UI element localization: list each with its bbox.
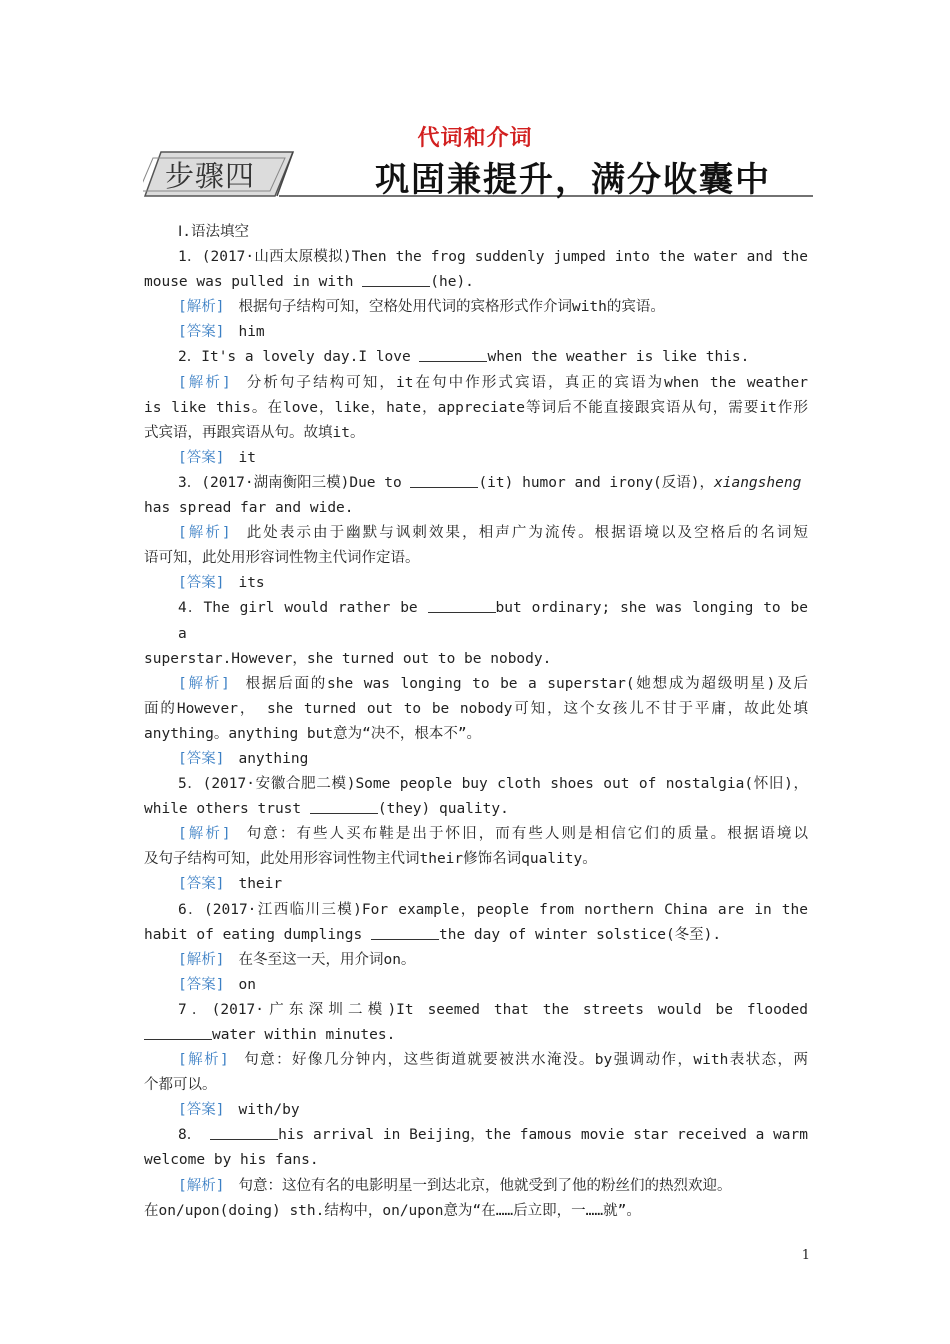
answer-6: [答案] on (178, 976, 256, 993)
answer-5: [答案] their (178, 876, 283, 893)
answer-7: [答案] with/by (178, 1102, 300, 1119)
answer-3: [答案] its (178, 575, 265, 592)
analysis-4: [解析] 根据后面的she was longing to be a superstar(她想成为超级明星)及后 (178, 675, 808, 692)
analysis-7: [解析] 句意：好像几分钟内，这些街道就要被洪水淹没。by强调动作，with表状态，两 (178, 1052, 808, 1069)
analysis-6: [解析] 在冬至这一天，用介词on。 (178, 951, 416, 968)
analysis-label: [解析] (178, 1052, 229, 1069)
answer-blank (419, 347, 487, 362)
page-number: 1 (801, 1248, 810, 1263)
analysis-label: [解析] (178, 675, 230, 692)
answer-blank (371, 925, 439, 940)
answer-blank (362, 272, 430, 287)
answer-blank (210, 1125, 278, 1140)
answer-1: [答案] him (178, 324, 265, 341)
analysis-4-cont: 面的However， she turned out to be nobody可知，这个女孩儿不甘于平庸，故此处填 (144, 700, 808, 717)
question-8-cont: welcome by his fans. (144, 1152, 319, 1169)
answer-blank (144, 1025, 212, 1040)
question-1-cont: mouse was pulled in with (he). (144, 274, 474, 291)
analysis-label: [解析] (178, 299, 225, 316)
analysis-8-cont: 在on/upon(doing) sth.结构中，on/upon意为“在……后立即，一……就”。 (144, 1202, 641, 1219)
exercise-content (144, 220, 808, 1224)
question-7: 7．(2017·广东深圳二模)It seemed that the streets would be flooded (178, 1001, 808, 1018)
answer-blank (410, 473, 478, 488)
answer-label: [答案] (178, 449, 225, 466)
analysis-7-cont: 个都可以。 (144, 1077, 217, 1094)
answer-label: [答案] (178, 575, 225, 592)
banner-heading: 巩固兼提升，满分收囊中 (375, 160, 771, 200)
analysis-label: [解析] (178, 374, 231, 391)
question-6-cont: habit of eating dumplings the day of winter solstice(冬至). (144, 926, 722, 943)
question-1: 1．(2017·山西太原模拟)Then the frog suddenly jumped into the water and the (178, 249, 808, 266)
question-3: 3．(2017·湖南衡阳三模)Due to (it) humor and irony(反语)，xiangsheng (178, 474, 802, 491)
analysis-4-cont: anything。anything but意为“决不，根本不”。 (144, 725, 482, 742)
question-5-cont: while others trust (they) quality. (144, 801, 509, 818)
answer-label: [答案] (178, 976, 225, 993)
analysis-1: [解析] 根据句子结构可知，空格处用代词的宾格形式作介词with的宾语。 (178, 299, 665, 316)
answer-label: [答案] (178, 324, 225, 341)
analysis-8: [解析] 句意：这位有名的电影明星一到达北京，他就受到了他的粉丝们的热烈欢迎。 (178, 1177, 732, 1194)
question-7-cont: water within minutes. (144, 1023, 808, 1048)
analysis-label: [解析] (178, 826, 231, 843)
question-5: 5．(2017·安徽合肥二模)Some people buy cloth shoes out of nostalgia(怀旧)， (178, 776, 808, 793)
analysis-2-cont: 式宾语，再跟宾语从句。故填it。 (144, 424, 365, 441)
analysis-label: [解析] (178, 951, 225, 968)
answer-4: [答案] anything (178, 750, 309, 767)
analysis-2-cont: is like this。在love，like，hate，appreciate等词后不能直接跟宾语从句，需要it作形 (144, 399, 808, 416)
analysis-5: [解析] 句意：有些人买布鞋是出于怀旧，而有些人则是相信它们的质量。根据语境以 (178, 826, 808, 843)
question-6: 6．(2017·江西临川三模)For example，people from northern China are in the (178, 901, 808, 918)
analysis-label: [解析] (178, 1177, 225, 1194)
question-4-cont: superstar.However，she turned out to be nobody. (144, 650, 552, 667)
analysis-2: [解析] 分析句子结构可知，it在句中作形式宾语，真正的宾语为when the weather (178, 374, 808, 391)
page-title: 代词和介词 (417, 126, 533, 151)
step-label: 步骤四 (165, 159, 256, 193)
analysis-3-cont: 语可知，此处用形容词性物主代词作定语。 (144, 550, 420, 567)
answer-blank (428, 598, 496, 613)
question-8: 8． his arrival in Beijing，the famous movie star received a warm (178, 1127, 808, 1144)
analysis-5-cont: 及句子结构可知，此处用形容词性物主代词their修饰名词quality。 (144, 851, 597, 868)
analysis-3: [解析] 此处表示由于幽默与讽刺效果，相声广为流传。根据语境以及空格后的名词短 (178, 525, 808, 542)
answer-label: [答案] (178, 876, 225, 893)
question-4: 4．The girl would rather be but ordinary; she was longing to be a (178, 600, 808, 642)
question-3-cont: has spread far and wide. (144, 500, 354, 517)
answer-label: [答案] (178, 1102, 225, 1119)
answer-label: [答案] (178, 750, 225, 767)
question-2: 2．It's a lovely day.I love when the weather is like this. (178, 349, 750, 366)
analysis-label: [解析] (178, 525, 231, 542)
answer-2: [答案] it (178, 449, 256, 466)
section-title: Ⅰ.语法填空 (178, 224, 250, 240)
step-banner (143, 150, 813, 198)
answer-blank (310, 799, 378, 814)
